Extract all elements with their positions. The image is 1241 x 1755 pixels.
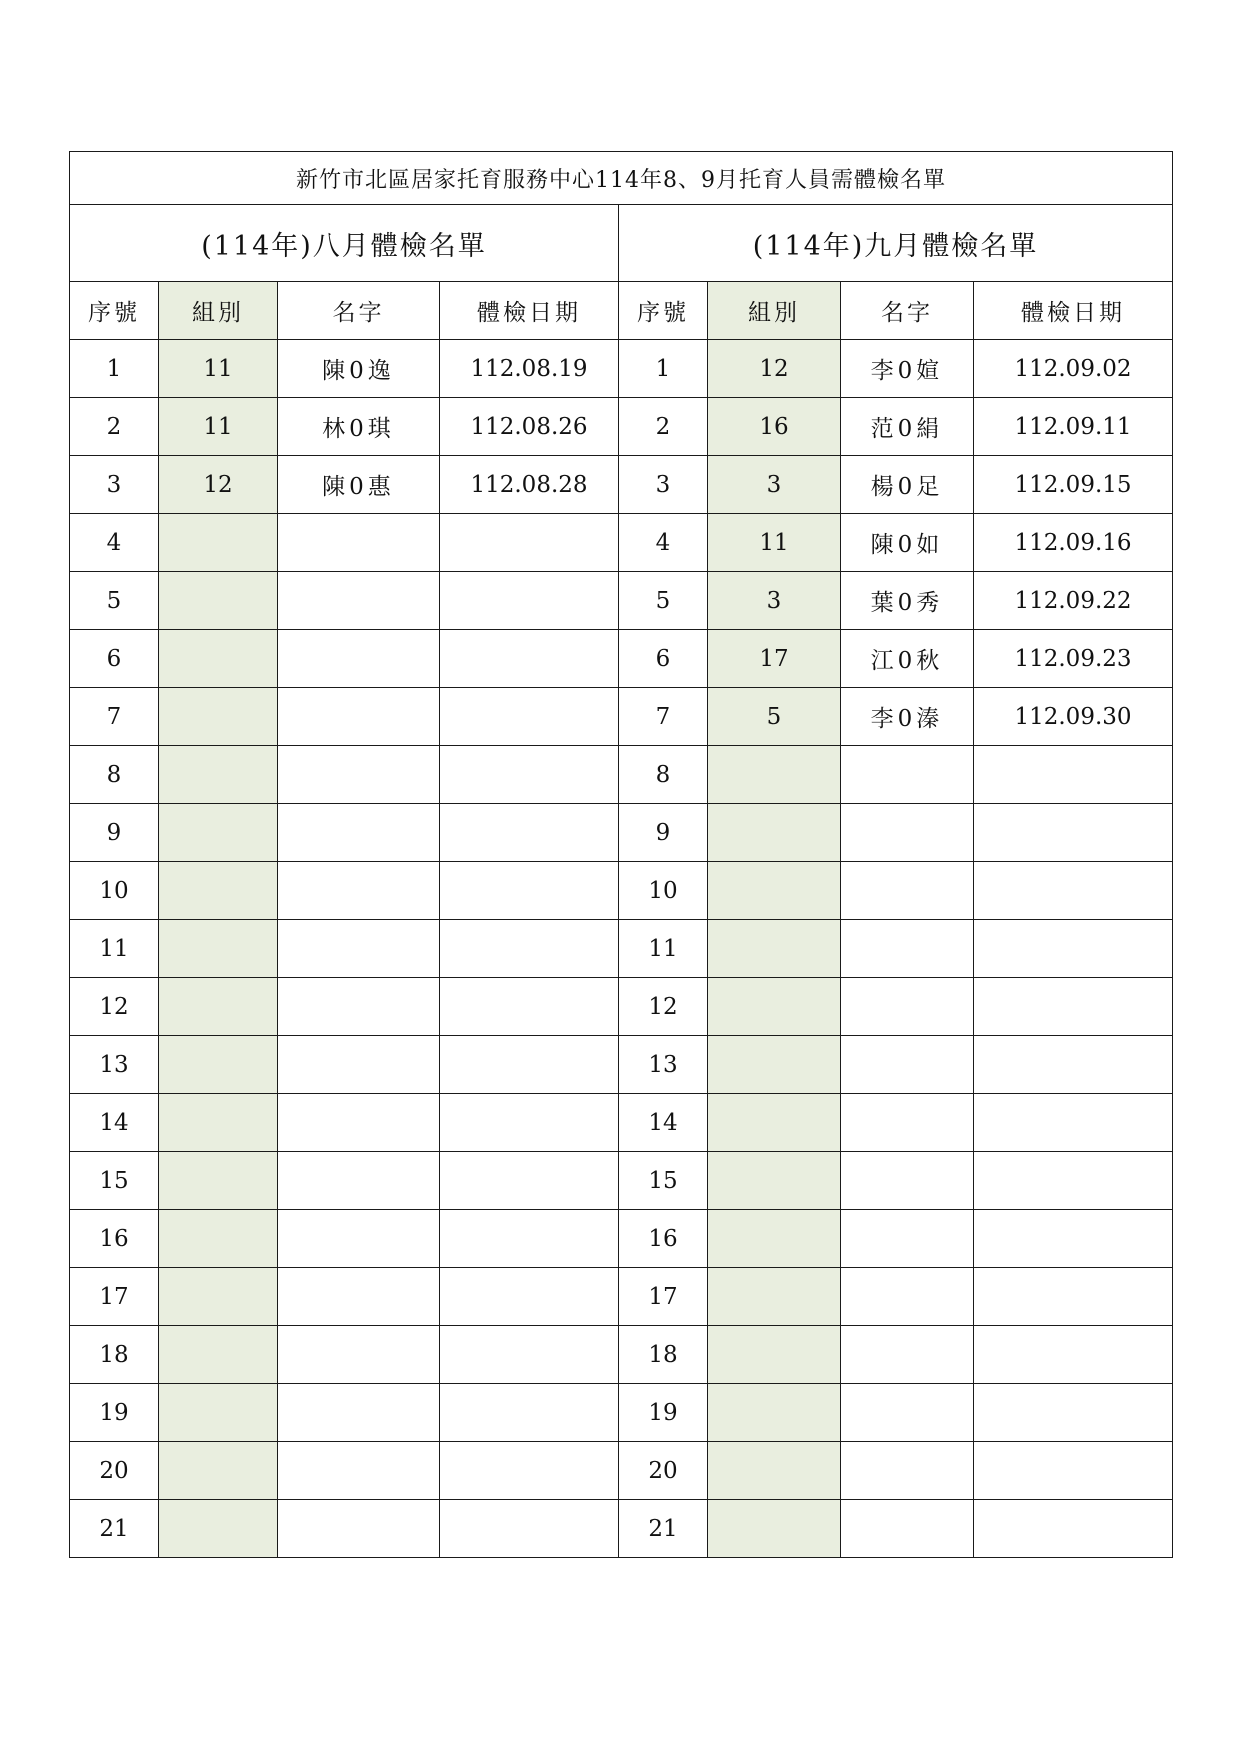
aug-row-number: 3 [70, 456, 159, 514]
table-row [70, 1442, 1173, 1500]
sep-row-group [708, 1326, 841, 1384]
aug-row-number: 14 [70, 1094, 159, 1152]
sep-row-date [974, 1384, 1173, 1442]
sep-row-group: 16 [708, 398, 841, 456]
sep-row-group: 5 [708, 688, 841, 746]
aug-row-number: 4 [70, 514, 159, 572]
aug-row-name [278, 1036, 440, 1094]
document-title: 新竹市北區居家托育服務中心114年8、9月托育人員需體檢名單 [70, 152, 1173, 205]
sep-row-number: 16 [619, 1210, 708, 1268]
aug-row-name [278, 688, 440, 746]
aug-row-name [278, 514, 440, 572]
aug-row-number: 19 [70, 1384, 159, 1442]
sep-row-group: 17 [708, 630, 841, 688]
table-row [70, 978, 1173, 1036]
aug-row-name [278, 572, 440, 630]
sep-row-name: 楊0足 [841, 456, 974, 514]
sep-row-group [708, 746, 841, 804]
sep-row-date [974, 920, 1173, 978]
aug-row-number: 9 [70, 804, 159, 862]
aug-row-name [278, 1442, 440, 1500]
aug-row-name [278, 746, 440, 804]
sep-row-date [974, 862, 1173, 920]
sep-row-name [841, 862, 974, 920]
aug-row-number: 8 [70, 746, 159, 804]
sep-row-number: 17 [619, 1268, 708, 1326]
table-row [70, 1384, 1173, 1442]
aug-row-number: 7 [70, 688, 159, 746]
sep-row-number: 21 [619, 1500, 708, 1558]
aug-row-number: 21 [70, 1500, 159, 1558]
sep-row-date: 112.09.02 [974, 340, 1173, 398]
aug-header-date: 體檢日期 [440, 282, 619, 340]
aug-row-number: 16 [70, 1210, 159, 1268]
sep-row-name [841, 1210, 974, 1268]
sep-row-number: 18 [619, 1326, 708, 1384]
aug-row-date [440, 630, 619, 688]
aug-header-group: 組別 [159, 282, 278, 340]
table-row [70, 1268, 1173, 1326]
aug-row-name [278, 978, 440, 1036]
aug-row-date [440, 746, 619, 804]
table-row [70, 862, 1173, 920]
table-row [70, 1210, 1173, 1268]
aug-row-group [159, 1384, 278, 1442]
aug-row-group [159, 1036, 278, 1094]
aug-row-date [440, 1500, 619, 1558]
sep-row-number: 1 [619, 340, 708, 398]
sep-row-name [841, 1384, 974, 1442]
sep-row-date [974, 978, 1173, 1036]
table-row [70, 920, 1173, 978]
sep-row-group [708, 1036, 841, 1094]
aug-row-date [440, 862, 619, 920]
aug-row-date [440, 1442, 619, 1500]
aug-row-date [440, 1036, 619, 1094]
aug-row-group [159, 572, 278, 630]
aug-row-name [278, 804, 440, 862]
table-row [70, 630, 1173, 688]
aug-row-number: 17 [70, 1268, 159, 1326]
aug-row-group [159, 514, 278, 572]
aug-row-name: 林0琪 [278, 398, 440, 456]
sep-row-name [841, 1442, 974, 1500]
sep-row-number: 8 [619, 746, 708, 804]
aug-row-date [440, 688, 619, 746]
aug-row-number: 10 [70, 862, 159, 920]
table-row [70, 456, 1173, 514]
aug-row-name [278, 1210, 440, 1268]
sep-row-number: 10 [619, 862, 708, 920]
aug-row-number: 12 [70, 978, 159, 1036]
sep-row-name: 江0秋 [841, 630, 974, 688]
aug-row-number: 5 [70, 572, 159, 630]
sep-row-name: 陳0如 [841, 514, 974, 572]
sep-row-group: 11 [708, 514, 841, 572]
health-check-table [69, 151, 1173, 1558]
table-row [70, 1094, 1173, 1152]
aug-row-group [159, 1326, 278, 1384]
september-section-heading: (114年)九月體檢名單 [619, 205, 1173, 282]
aug-row-name [278, 1384, 440, 1442]
sep-row-number: 12 [619, 978, 708, 1036]
aug-row-name: 陳0逸 [278, 340, 440, 398]
sep-row-number: 9 [619, 804, 708, 862]
aug-row-group [159, 1152, 278, 1210]
sep-row-name [841, 1500, 974, 1558]
aug-row-date [440, 1152, 619, 1210]
table-row [70, 572, 1173, 630]
aug-row-date [440, 1326, 619, 1384]
aug-row-date: 112.08.26 [440, 398, 619, 456]
aug-row-number: 6 [70, 630, 159, 688]
section-heading-row [70, 205, 1173, 282]
sep-row-number: 15 [619, 1152, 708, 1210]
sep-row-date: 112.09.23 [974, 630, 1173, 688]
sep-row-date: 112.09.22 [974, 572, 1173, 630]
table-row [70, 746, 1173, 804]
sep-row-group [708, 1384, 841, 1442]
sep-header-group: 組別 [708, 282, 841, 340]
aug-row-number: 15 [70, 1152, 159, 1210]
sep-header-number: 序號 [619, 282, 708, 340]
sep-row-date [974, 1152, 1173, 1210]
sep-row-date [974, 1210, 1173, 1268]
aug-row-number: 13 [70, 1036, 159, 1094]
table-row [70, 804, 1173, 862]
sep-row-group [708, 862, 841, 920]
aug-row-name [278, 1094, 440, 1152]
sep-row-group [708, 804, 841, 862]
aug-row-name [278, 1152, 440, 1210]
aug-row-group [159, 804, 278, 862]
sep-row-date [974, 1094, 1173, 1152]
column-header-row [70, 282, 1173, 340]
sep-row-date [974, 804, 1173, 862]
aug-row-date: 112.08.19 [440, 340, 619, 398]
aug-row-group: 12 [159, 456, 278, 514]
sep-row-date: 112.09.15 [974, 456, 1173, 514]
sep-row-group [708, 1152, 841, 1210]
sep-row-date: 112.09.16 [974, 514, 1173, 572]
table-row [70, 1500, 1173, 1558]
aug-row-date [440, 978, 619, 1036]
sep-row-number: 2 [619, 398, 708, 456]
sep-row-name: 李0媗 [841, 340, 974, 398]
sep-row-number: 4 [619, 514, 708, 572]
sep-row-group: 3 [708, 572, 841, 630]
aug-row-number: 1 [70, 340, 159, 398]
sep-row-name [841, 1152, 974, 1210]
aug-row-name [278, 920, 440, 978]
aug-row-date [440, 572, 619, 630]
sep-row-number: 5 [619, 572, 708, 630]
sep-row-number: 11 [619, 920, 708, 978]
sep-row-name: 葉0秀 [841, 572, 974, 630]
sep-row-group [708, 1094, 841, 1152]
sep-row-group [708, 978, 841, 1036]
sep-row-date [974, 746, 1173, 804]
aug-row-group: 11 [159, 398, 278, 456]
sep-row-date [974, 1268, 1173, 1326]
sep-row-name [841, 1094, 974, 1152]
aug-row-name [278, 1326, 440, 1384]
sep-row-group [708, 1442, 841, 1500]
sep-row-group [708, 920, 841, 978]
table-row [70, 688, 1173, 746]
sep-row-date [974, 1500, 1173, 1558]
aug-row-group [159, 1094, 278, 1152]
title-row [70, 152, 1173, 205]
table-row [70, 1326, 1173, 1384]
aug-row-group [159, 1442, 278, 1500]
table-row [70, 514, 1173, 572]
table-row [70, 398, 1173, 456]
sep-row-number: 3 [619, 456, 708, 514]
aug-row-name [278, 862, 440, 920]
aug-row-date [440, 1094, 619, 1152]
aug-row-name [278, 1500, 440, 1558]
aug-row-name: 陳0惠 [278, 456, 440, 514]
aug-row-date [440, 804, 619, 862]
aug-row-group [159, 978, 278, 1036]
aug-row-number: 2 [70, 398, 159, 456]
aug-row-group [159, 1500, 278, 1558]
aug-row-group [159, 1210, 278, 1268]
aug-row-group [159, 746, 278, 804]
aug-row-name [278, 630, 440, 688]
sep-row-name: 李0溱 [841, 688, 974, 746]
sep-row-number: 6 [619, 630, 708, 688]
sep-row-group [708, 1500, 841, 1558]
sep-row-group: 12 [708, 340, 841, 398]
aug-row-number: 18 [70, 1326, 159, 1384]
august-section-heading: (114年)八月體檢名單 [70, 205, 619, 282]
sep-row-date: 112.09.30 [974, 688, 1173, 746]
aug-row-group [159, 630, 278, 688]
table-row [70, 1036, 1173, 1094]
aug-row-group [159, 688, 278, 746]
sep-row-name: 范0絹 [841, 398, 974, 456]
table-row [70, 1152, 1173, 1210]
sep-row-group: 3 [708, 456, 841, 514]
sep-row-number: 19 [619, 1384, 708, 1442]
sep-row-group [708, 1210, 841, 1268]
aug-row-group [159, 1268, 278, 1326]
sep-row-number: 20 [619, 1442, 708, 1500]
sep-header-date: 體檢日期 [974, 282, 1173, 340]
sep-row-date [974, 1326, 1173, 1384]
aug-row-date [440, 920, 619, 978]
table-row [70, 340, 1173, 398]
aug-header-number: 序號 [70, 282, 159, 340]
aug-row-number: 11 [70, 920, 159, 978]
aug-row-name [278, 1268, 440, 1326]
sep-row-date [974, 1442, 1173, 1500]
aug-row-group [159, 862, 278, 920]
sep-row-name [841, 920, 974, 978]
aug-row-group [159, 920, 278, 978]
aug-row-number: 20 [70, 1442, 159, 1500]
aug-row-date [440, 1210, 619, 1268]
aug-row-date: 112.08.28 [440, 456, 619, 514]
sep-row-group [708, 1268, 841, 1326]
sep-row-name [841, 1326, 974, 1384]
sep-row-number: 14 [619, 1094, 708, 1152]
sep-row-name [841, 1036, 974, 1094]
sep-row-name [841, 804, 974, 862]
sep-row-name [841, 746, 974, 804]
sep-row-number: 7 [619, 688, 708, 746]
sep-row-name [841, 978, 974, 1036]
aug-row-group: 11 [159, 340, 278, 398]
sep-header-name: 名字 [841, 282, 974, 340]
sep-row-date: 112.09.11 [974, 398, 1173, 456]
aug-row-date [440, 1268, 619, 1326]
aug-row-date [440, 514, 619, 572]
aug-row-date [440, 1384, 619, 1442]
sep-row-number: 13 [619, 1036, 708, 1094]
sep-row-date [974, 1036, 1173, 1094]
sep-row-name [841, 1268, 974, 1326]
aug-header-name: 名字 [278, 282, 440, 340]
